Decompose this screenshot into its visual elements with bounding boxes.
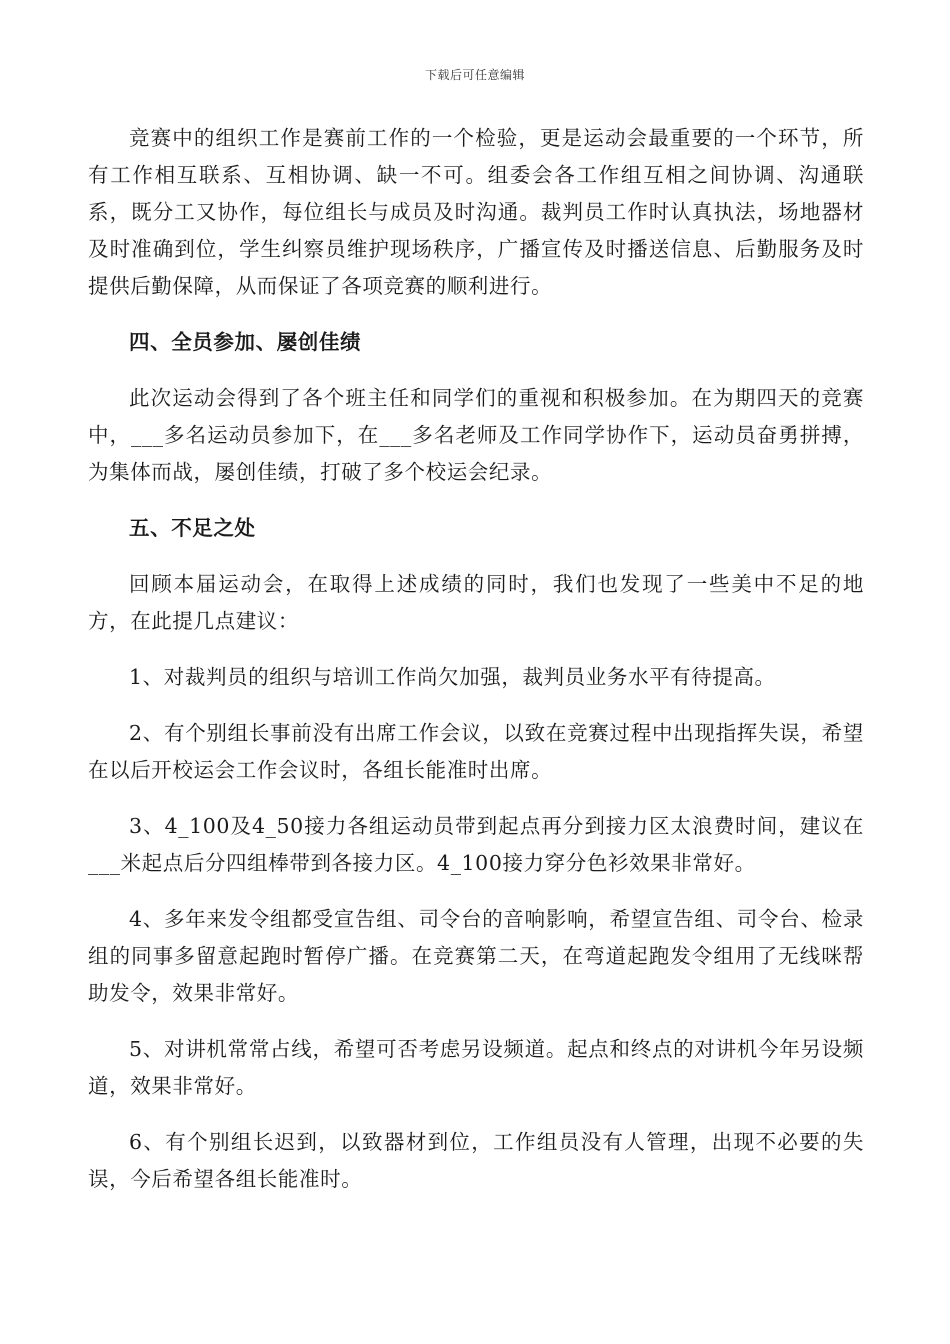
paragraph-organization: 竞赛中的组织工作是赛前工作的一个检验，更是运动会最重要的一个环节，所有工作相互联系、互相协调、缺一不可。组委会各工作组互相之间协调、沟通联系，既分工又协作，每位组长与成员及时沟通。裁判员工作时认真执法，场地器材及时准确到位，学生纠察员维护现场秩序，广播宣传及时播送信息、后勤服务及时提供后勤保障，从而保证了各项竞赛的顺利进行。 — [88, 126, 864, 298]
section-heading-4: 四、全员参加、屡创佳绩 — [129, 330, 362, 354]
suggestion-item-1: 1、对裁判员的组织与培训工作尚欠加强，裁判员业务水平有待提高。 — [129, 665, 776, 689]
paragraph-review: 回顾本届运动会，在取得上述成绩的同时，我们也发现了一些美中不足的地方，在此提几点建议： — [88, 572, 864, 633]
suggestion-item-3: 3、4_100及4_50接力各组运动员带到起点再分到接力区太浪费时间，建议在___米起点后分四组棒带到各接力区。4_100接力穿分色衫效果非常好。 — [88, 814, 864, 875]
suggestion-item-2: 2、有个别组长事前没有出席工作会议，以致在竞赛过程中出现指挥失误，希望在以后开校运会工作会议时，各组长能准时出席。 — [88, 721, 864, 782]
paragraph-participation: 此次运动会得到了各个班主任和同学们的重视和积极参加。在为期四天的竞赛中，___多名运动员参加下，在___多名老师及工作同学协作下，运动员奋勇拼搏，为集体而战，屡创佳绩，打破了多个校运会纪录。 — [88, 386, 864, 484]
suggestion-item-6: 6、有个别组长迟到，以致器材到位，工作组员没有人管理，出现不必要的失误，今后希望各组长能准时。 — [88, 1130, 864, 1191]
suggestion-item-5: 5、对讲机常常占线，希望可否考虑另设频道。起点和终点的对讲机今年另设频道，效果非常好。 — [88, 1037, 864, 1098]
suggestion-item-4: 4、多年来发令组都受宣告组、司令台的音响影响，希望宣告组、司令台、检录组的同事多留意起跑时暂停广播。在竞赛第二天，在弯道起跑发令组用了无线咪帮助发令，效果非常好。 — [88, 907, 864, 1005]
document-body — [88, 120, 864, 1217]
page-header: 下载后可任意编辑 — [424, 68, 525, 82]
section-heading-5: 五、不足之处 — [129, 516, 256, 540]
